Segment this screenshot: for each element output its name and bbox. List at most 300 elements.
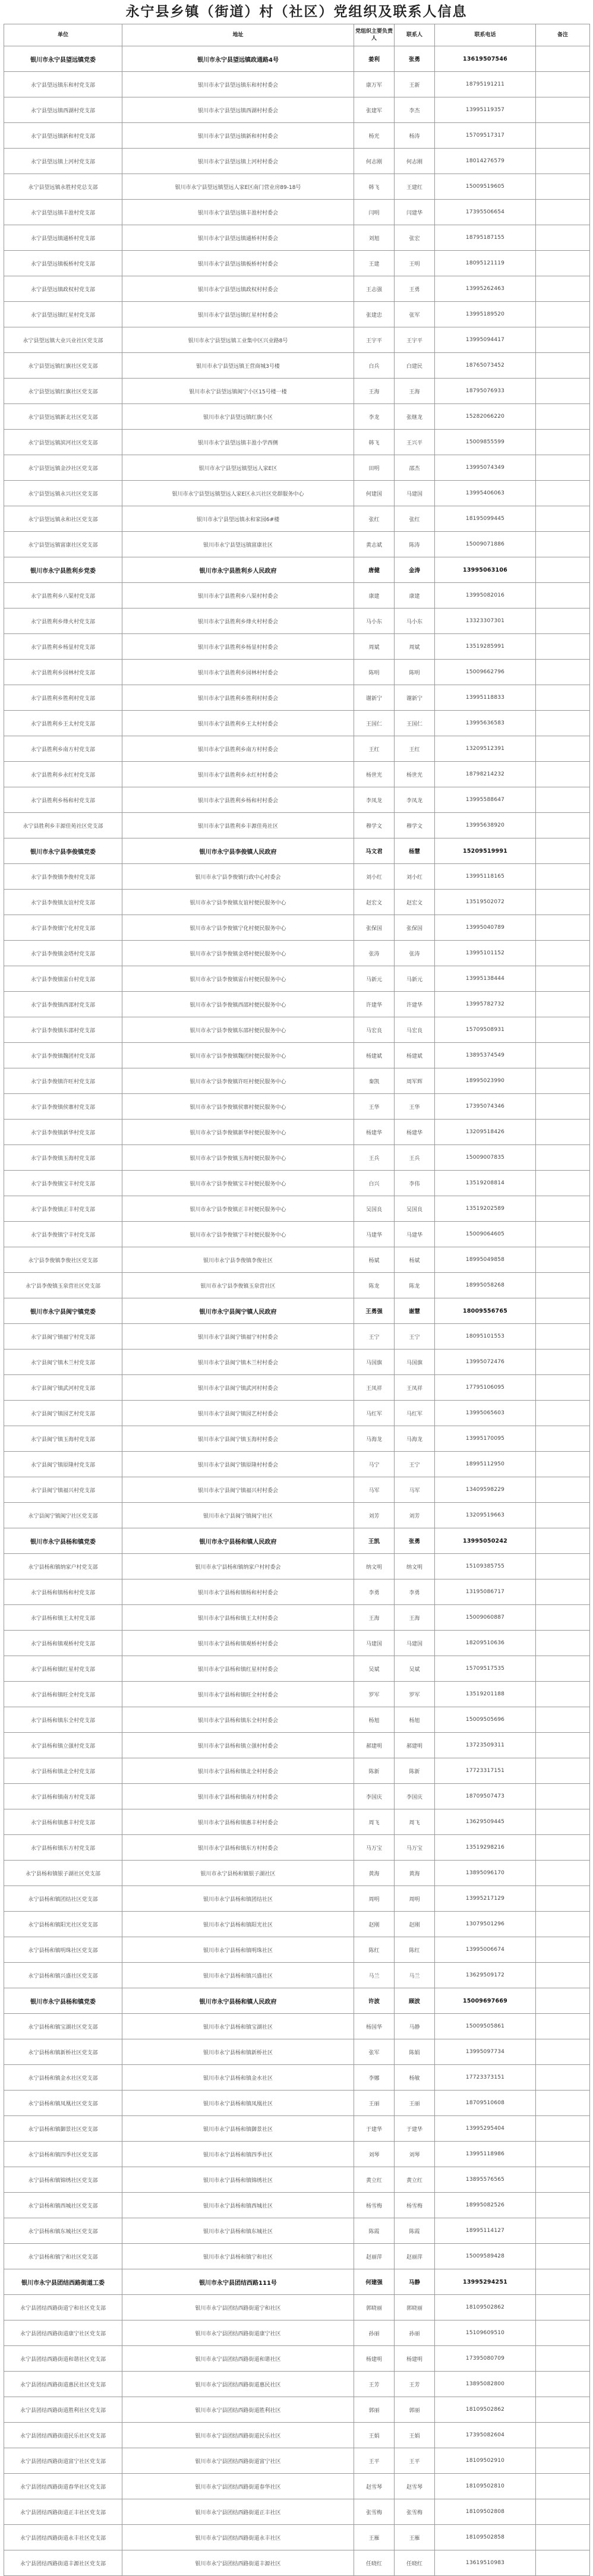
phone-cell: 15709517317 (435, 123, 536, 149)
leader-cell: 王勇强 (354, 1298, 395, 1324)
unit-cell: 永宁县杨和镇纳家户村党支部 (4, 1554, 122, 1579)
leader-cell: 许建华 (354, 992, 395, 1017)
note-cell (536, 557, 590, 583)
leader-cell: 孙丽 (354, 2320, 395, 2346)
address-cell: 银川市永宁县望远镇丰盈小学西侧 (122, 430, 354, 455)
note-cell (536, 379, 590, 404)
address-cell: 银川市永宁县望远镇新和村村委会 (122, 123, 354, 149)
unit-cell: 永宁县团结西路街道正丰社区党支部 (4, 2499, 122, 2525)
leader-cell: 姜利 (354, 46, 395, 72)
leader-cell: 田明 (354, 455, 395, 481)
table-row (4, 762, 590, 787)
note-cell (536, 455, 590, 481)
contact-cell: 张涛 (395, 941, 435, 966)
unit-cell: 永宁县望远镇红旗社区党支部 (4, 379, 122, 404)
note-cell (536, 736, 590, 762)
leader-cell: 刘琴 (354, 2142, 395, 2167)
phone-cell: 15009589428 (435, 2244, 536, 2269)
leader-cell: 纳文明 (354, 1554, 395, 1579)
address-cell: 银川市永宁县杨和镇纳家户村村委会 (122, 1554, 354, 1579)
phone-cell: 13079501296 (435, 1912, 536, 1937)
page-title: 永宁县乡镇（街道）村（社区）党组织及联系人信息 (125, 4, 468, 20)
phone-cell: 18995114127 (435, 2218, 536, 2244)
note-cell (536, 685, 590, 711)
table-row (4, 2448, 590, 2474)
table-row (4, 1171, 590, 1196)
phone-cell: 13209518426 (435, 1120, 536, 1145)
leader-cell: 周飞 (354, 1809, 395, 1835)
address-cell: 银川市永宁县胜利乡王太村村委会 (122, 711, 354, 736)
table-row (4, 455, 590, 481)
contact-cell: 马国旗 (395, 1350, 435, 1375)
leader-cell: 赵雪琴 (354, 2474, 395, 2499)
contact-cell: 张雪梅 (395, 2499, 435, 2525)
unit-cell: 永宁县杨和镇四季社区党支部 (4, 2142, 122, 2167)
unit-cell: 永宁县望远镇永胜村党总支部 (4, 174, 122, 200)
address-cell: 银川市永宁县团结西路街道丰源社区 (122, 2550, 354, 2576)
note-cell (536, 711, 590, 736)
address-cell: 银川市永宁县杨和镇立强村村委会 (122, 1733, 354, 1758)
address-cell: 银川市永宁县望远镇望远人家E区南门营业房89-18号 (122, 174, 354, 200)
table-row (4, 2142, 590, 2167)
contact-cell: 王海 (395, 379, 435, 404)
address-cell: 银川市永宁县望远镇富康社区 (122, 532, 354, 557)
contact-cell: 杨雪梅 (395, 2193, 435, 2218)
contact-cell: 王新 (395, 72, 435, 97)
phone-cell: 15109385755 (435, 1554, 536, 1579)
leader-cell: 郭晓丽 (354, 2295, 395, 2320)
table-row (4, 1733, 590, 1758)
note-cell (536, 2474, 590, 2499)
unit-cell: 永宁县杨和镇兴盛社区党支部 (4, 1963, 122, 1988)
address-cell: 银川市永宁县李俊镇魏团村便民服务中心 (122, 1043, 354, 1068)
phone-cell: 13995118833 (435, 685, 536, 711)
phone-cell: 17395082604 (435, 2423, 536, 2448)
unit-cell: 永宁县望远镇红旗社区党支部 (4, 353, 122, 379)
table-row-town (4, 1988, 590, 2014)
note-cell (536, 1682, 590, 1707)
phone-cell: 13995406063 (435, 481, 536, 506)
contact-cell: 马小东 (395, 608, 435, 634)
unit-cell: 永宁县团结西路街道和谐社区党支部 (4, 2346, 122, 2372)
table-row (4, 327, 590, 353)
address-cell: 银川市永宁县团结西路街道富宁社区 (122, 2448, 354, 2474)
phone-cell: 18109502910 (435, 2448, 536, 2474)
unit-cell: 永宁县杨和镇明珠社区党支部 (4, 1937, 122, 1963)
table-row (4, 225, 590, 251)
unit-cell: 永宁县李俊镇新华村党支部 (4, 1120, 122, 1145)
leader-cell: 马万宝 (354, 1835, 395, 1861)
leader-cell: 王平 (354, 2448, 395, 2474)
unit-cell: 永宁县望远镇新北社区党支部 (4, 404, 122, 430)
unit-cell: 永宁县杨和镇旺全村党支部 (4, 1682, 122, 1707)
note-cell (536, 915, 590, 941)
table-row (4, 1554, 590, 1579)
address-cell: 银川市永宁县胜利乡丰源佳苑社区 (122, 813, 354, 838)
address-cell: 银川市永宁县闽宁镇人民政府 (122, 1298, 354, 1324)
table-row (4, 660, 590, 685)
table-row (4, 2244, 590, 2269)
leader-cell: 李凤龙 (354, 787, 395, 813)
leader-cell: 张雪梅 (354, 2499, 395, 2525)
phone-cell: 13519502072 (435, 890, 536, 915)
unit-cell: 永宁县李俊镇许旺村党支部 (4, 1068, 122, 1094)
contact-cell: 赵刚 (395, 1912, 435, 1937)
note-cell (536, 2193, 590, 2218)
phone-cell: 15009071886 (435, 532, 536, 557)
contact-cell: 杨世光 (395, 762, 435, 787)
leader-cell: 王凤祥 (354, 1375, 395, 1401)
phone-cell: 18095121119 (435, 251, 536, 276)
leader-cell: 王红 (354, 736, 395, 762)
address-cell: 银川市永宁县团结西路街道春华社区 (122, 2474, 354, 2499)
leader-cell: 王志强 (354, 276, 395, 302)
contact-cell: 马宏良 (395, 1017, 435, 1043)
leader-cell: 李勇 (354, 1579, 395, 1605)
contact-cell: 马军 (395, 1477, 435, 1503)
phone-cell: 13895082800 (435, 2372, 536, 2397)
phone-cell: 15009505861 (435, 2014, 536, 2039)
note-cell (536, 353, 590, 379)
unit-cell: 永宁县杨和镇杨和村党支部 (4, 1579, 122, 1605)
leader-cell: 王雁 (354, 2525, 395, 2550)
header-address: 地址 (122, 24, 354, 46)
phone-cell: 18195099445 (435, 506, 536, 532)
contact-cell: 赵雪琴 (395, 2474, 435, 2499)
address-cell: 银川市永宁县望远镇闽宁小区15号楼一楼 (122, 379, 354, 404)
leader-cell: 马小东 (354, 608, 395, 634)
table-row (4, 1094, 590, 1120)
leader-cell: 刘旭 (354, 225, 395, 251)
contact-cell: 陈霞 (395, 2218, 435, 2244)
table-row (4, 1247, 590, 1273)
leader-cell: 张涛 (354, 941, 395, 966)
phone-cell: 13995588647 (435, 787, 536, 813)
table-row (4, 2065, 590, 2091)
phone-cell: 18109502862 (435, 2397, 536, 2423)
contact-cell: 王芳 (395, 2372, 435, 2397)
leader-cell: 马宏良 (354, 1017, 395, 1043)
phone-cell: 17395506654 (435, 200, 536, 225)
unit-cell: 永宁县杨和镇西城社区党支部 (4, 2193, 122, 2218)
unit-cell: 永宁县闽宁镇玉海村党支部 (4, 1426, 122, 1452)
note-cell (536, 1247, 590, 1273)
note-cell (536, 941, 590, 966)
address-cell: 银川市永宁县胜利乡人民政府 (122, 557, 354, 583)
phone-cell: 13519285991 (435, 634, 536, 660)
leader-cell: 何建国 (354, 481, 395, 506)
unit-cell: 永宁县杨和镇新桥社区党支部 (4, 2039, 122, 2065)
address-cell: 银川市永宁县望远镇王营商城3号楼 (122, 353, 354, 379)
note-cell (536, 149, 590, 174)
table-row (4, 2218, 590, 2244)
leader-cell: 秦凯 (354, 1068, 395, 1094)
address-cell: 银川市永宁县杨和镇东全村村委会 (122, 1707, 354, 1733)
leader-cell: 马文君 (354, 838, 395, 864)
phone-cell: 13995294251 (435, 2269, 536, 2295)
leader-cell: 王国仁 (354, 711, 395, 736)
address-cell: 银川市永宁县杨和镇兴盛社区 (122, 1963, 354, 1988)
phone-cell: 13995119357 (435, 97, 536, 123)
note-cell (536, 890, 590, 915)
leader-cell: 马建华 (354, 1222, 395, 1247)
table-row (4, 2295, 590, 2320)
note-cell (536, 1273, 590, 1298)
unit-cell: 永宁县杨和镇御景社区党支部 (4, 2116, 122, 2142)
contact-cell: 马红军 (395, 1401, 435, 1426)
address-cell: 银川市永宁县望远镇政通路4号 (122, 46, 354, 72)
unit-cell: 银川市永宁县杨和镇党委 (4, 1988, 122, 2014)
phone-cell: 17395080709 (435, 2346, 536, 2372)
phone-cell: 13995189520 (435, 302, 536, 327)
address-cell: 银川市永宁县团结西路街道胜利社区 (122, 2397, 354, 2423)
contact-cell: 黄海 (395, 1861, 435, 1886)
table-row (4, 2474, 590, 2499)
table-row (4, 915, 590, 941)
unit-cell: 永宁县胜利乡杨和村党支部 (4, 787, 122, 813)
contact-cell: 李伟 (395, 1171, 435, 1196)
unit-cell: 永宁县杨和镇惠丰村党支部 (4, 1809, 122, 1835)
leader-cell: 杨斌 (354, 1247, 395, 1273)
leader-cell: 马军 (354, 1477, 395, 1503)
contact-cell: 陈涛 (395, 532, 435, 557)
unit-cell: 银川市永宁县望远镇党委 (4, 46, 122, 72)
phone-cell: 18995058268 (435, 1273, 536, 1298)
table-row (4, 1835, 590, 1861)
phone-cell: 15009855599 (435, 430, 536, 455)
note-cell (536, 174, 590, 200)
note-cell (536, 1988, 590, 2014)
contact-cell: 王兴平 (395, 430, 435, 455)
phone-cell: 13995040789 (435, 915, 536, 941)
note-cell (536, 72, 590, 97)
contact-cell: 杨建明 (395, 2346, 435, 2372)
phone-cell: 13995262463 (435, 276, 536, 302)
leader-cell: 杨建斌 (354, 1043, 395, 1068)
address-cell: 银川市永宁县望远镇丰盈村村委会 (122, 200, 354, 225)
note-cell (536, 2014, 590, 2039)
unit-cell: 永宁县杨和镇团结社区党支部 (4, 1886, 122, 1912)
note-cell (536, 1554, 590, 1579)
contact-cell: 吴斌 (395, 1656, 435, 1682)
contact-cell: 王凤祥 (395, 1375, 435, 1401)
leader-cell: 黄志斌 (354, 532, 395, 557)
contact-cell: 周飞 (395, 1809, 435, 1835)
leader-cell: 陈明 (354, 660, 395, 685)
leader-cell: 任晓红 (354, 2550, 395, 2576)
leader-cell: 于建华 (354, 2116, 395, 2142)
phone-cell: 13619510983 (435, 2550, 536, 2576)
contact-cell: 郭晓丽 (395, 2295, 435, 2320)
note-cell (536, 1298, 590, 1324)
phone-cell: 13995118986 (435, 2142, 536, 2167)
unit-cell: 永宁县闽宁镇原隆村党支部 (4, 1452, 122, 1477)
leader-cell: 杨旭 (354, 1707, 395, 1733)
address-cell: 银川市永宁县杨和镇观桥村村委会 (122, 1631, 354, 1656)
leader-cell: 张红 (354, 506, 395, 532)
address-cell: 银川市永宁县李俊镇友谊村便民服务中心 (122, 890, 354, 915)
leader-cell: 马兰 (354, 1963, 395, 1988)
unit-cell: 银川市永宁县团结西路街道工委 (4, 2269, 122, 2295)
table-row (4, 634, 590, 660)
note-cell (536, 302, 590, 327)
address-cell: 银川市永宁县杨和镇红星村村委会 (122, 1656, 354, 1682)
unit-cell: 永宁县望远镇板桥村党支部 (4, 251, 122, 276)
phone-cell: 18798214232 (435, 762, 536, 787)
phone-cell: 15009519605 (435, 174, 536, 200)
note-cell (536, 1656, 590, 1682)
contact-cell: 王华 (395, 1094, 435, 1120)
leader-cell: 王海 (354, 379, 395, 404)
phone-cell: 13723509311 (435, 1733, 536, 1758)
table-header-row (4, 24, 590, 46)
note-cell (536, 1528, 590, 1554)
note-cell (536, 404, 590, 430)
table-row (4, 1273, 590, 1298)
leader-cell: 杨国华 (354, 2014, 395, 2039)
address-cell: 银川市永宁县望远镇工业集中区兴业路8号 (122, 327, 354, 353)
unit-cell: 永宁县望远镇红星村党支部 (4, 302, 122, 327)
phone-cell: 13995094417 (435, 327, 536, 353)
unit-cell: 永宁县杨和镇观桥村党支部 (4, 1631, 122, 1656)
leader-cell: 马国旗 (354, 1350, 395, 1375)
contact-cell: 周明 (395, 1886, 435, 1912)
unit-cell: 永宁县杨和镇阳光社区党支部 (4, 1912, 122, 1937)
phone-cell: 15009505696 (435, 1707, 536, 1733)
table-row (4, 200, 590, 225)
note-cell (536, 2372, 590, 2397)
table-row (4, 1477, 590, 1503)
leader-cell: 王芳 (354, 2372, 395, 2397)
contact-cell: 杨建华 (395, 1120, 435, 1145)
contact-cell: 周军辉 (395, 1068, 435, 1094)
leader-cell: 穆学文 (354, 813, 395, 838)
note-cell (536, 2167, 590, 2193)
contact-cell: 王娟 (395, 2423, 435, 2448)
address-cell: 银川市永宁县胜利乡胜利村村委会 (122, 685, 354, 711)
phone-cell: 13519298216 (435, 1835, 536, 1861)
leader-cell: 陈霞 (354, 2218, 395, 2244)
note-cell (536, 1401, 590, 1426)
phone-cell: 15282066220 (435, 404, 536, 430)
unit-cell: 永宁县杨和镇东方村党支部 (4, 1835, 122, 1861)
note-cell (536, 2244, 590, 2269)
contact-cell: 王丽 (395, 2091, 435, 2116)
address-cell: 银川市永宁县杨和镇宝湖社区 (122, 2014, 354, 2039)
phone-cell: 13995295404 (435, 2116, 536, 2142)
unit-cell: 永宁县胜利乡胜利村党支部 (4, 685, 122, 711)
contact-cell: 王勇 (395, 276, 435, 302)
phone-cell: 13895096170 (435, 1861, 536, 1886)
phone-cell: 13995170095 (435, 1426, 536, 1452)
phone-cell: 15109609510 (435, 2320, 536, 2346)
contact-cell: 陈新 (395, 1758, 435, 1784)
unit-cell: 永宁县李俊镇玉海村党支部 (4, 1145, 122, 1171)
contact-table (4, 24, 590, 2576)
phone-cell: 13895576565 (435, 2167, 536, 2193)
table-row (4, 1503, 590, 1528)
table-row (4, 2116, 590, 2142)
header-contact: 联系人 (395, 24, 435, 46)
unit-cell: 永宁县望远镇永兴社区党支部 (4, 481, 122, 506)
address-cell: 银川市永宁县团结西路街道惠民社区 (122, 2372, 354, 2397)
note-cell (536, 1912, 590, 1937)
leader-cell: 张建军 (354, 97, 395, 123)
note-cell (536, 1196, 590, 1222)
address-cell: 银川市永宁县望远镇西湖村村委会 (122, 97, 354, 123)
note-cell (536, 1758, 590, 1784)
note-cell (536, 2218, 590, 2244)
note-cell (536, 1043, 590, 1068)
note-cell (536, 660, 590, 685)
table-row (4, 711, 590, 736)
table-row (4, 1963, 590, 1988)
phone-cell: 18109502858 (435, 2525, 536, 2550)
contact-cell: 于建华 (395, 2116, 435, 2142)
leader-cell: 陈新 (354, 1758, 395, 1784)
note-cell (536, 1477, 590, 1503)
contact-cell: 郝建明 (395, 1733, 435, 1758)
contact-cell: 刘琴 (395, 2142, 435, 2167)
address-cell: 银川市永宁县李俊镇侯寨村便民服务中心 (122, 1094, 354, 1120)
table-row (4, 532, 590, 557)
table-row (4, 1579, 590, 1605)
note-cell (536, 1631, 590, 1656)
leader-cell: 韩飞 (354, 430, 395, 455)
unit-cell: 永宁县望远镇金沙社区党支部 (4, 455, 122, 481)
address-cell: 银川市永宁县闽宁镇福宁村村委会 (122, 1324, 354, 1350)
table-row (4, 251, 590, 276)
table-row-town (4, 1528, 590, 1554)
unit-cell: 永宁县胜利乡杨显村党支部 (4, 634, 122, 660)
leader-cell: 黄立红 (354, 2167, 395, 2193)
leader-cell: 杨建华 (354, 1120, 395, 1145)
phone-cell: 18209510636 (435, 1631, 536, 1656)
unit-cell: 永宁县望远镇西湖村党支部 (4, 97, 122, 123)
unit-cell: 永宁县胜利乡南方村党支部 (4, 736, 122, 762)
leader-cell: 王华 (354, 1094, 395, 1120)
unit-cell: 永宁县望远镇丰盈村党支部 (4, 200, 122, 225)
leader-cell: 吴国良 (354, 1196, 395, 1222)
phone-cell: 13995097734 (435, 2039, 536, 2065)
unit-cell: 永宁县李俊镇正丰村党支部 (4, 1196, 122, 1222)
contact-cell: 陈龙 (395, 1273, 435, 1298)
table-row (4, 2193, 590, 2218)
unit-cell: 永宁县望远镇滨河社区党支部 (4, 430, 122, 455)
table-row (4, 2167, 590, 2193)
unit-cell: 永宁县杨和镇东全村党支部 (4, 1707, 122, 1733)
unit-cell: 永宁县团结西路街道丰源社区党支部 (4, 2550, 122, 2576)
address-cell: 银川市永宁县杨和镇人民政府 (122, 1988, 354, 2014)
phone-cell: 13995074349 (435, 455, 536, 481)
unit-cell: 永宁县望远镇富康社区党支部 (4, 532, 122, 557)
address-cell: 银川市永宁县李俊镇正丰村便民服务中心 (122, 1196, 354, 1222)
address-cell: 银川市永宁县团结西路街道正丰社区 (122, 2499, 354, 2525)
contact-cell: 黄立红 (395, 2167, 435, 2193)
note-cell (536, 2346, 590, 2372)
unit-cell: 永宁县杨和镇银子湖社区党支部 (4, 1861, 122, 1886)
leader-cell: 闫明 (354, 200, 395, 225)
phone-cell: 13195086717 (435, 1579, 536, 1605)
note-cell (536, 2550, 590, 2576)
leader-cell: 王建 (354, 251, 395, 276)
note-cell (536, 1733, 590, 1758)
note-cell (536, 992, 590, 1017)
unit-cell: 永宁县团结西路街道富宁社区党支部 (4, 2448, 122, 2474)
note-cell (536, 2397, 590, 2423)
table-row (4, 353, 590, 379)
unit-cell: 永宁县闽宁镇园艺村党支部 (4, 1401, 122, 1426)
